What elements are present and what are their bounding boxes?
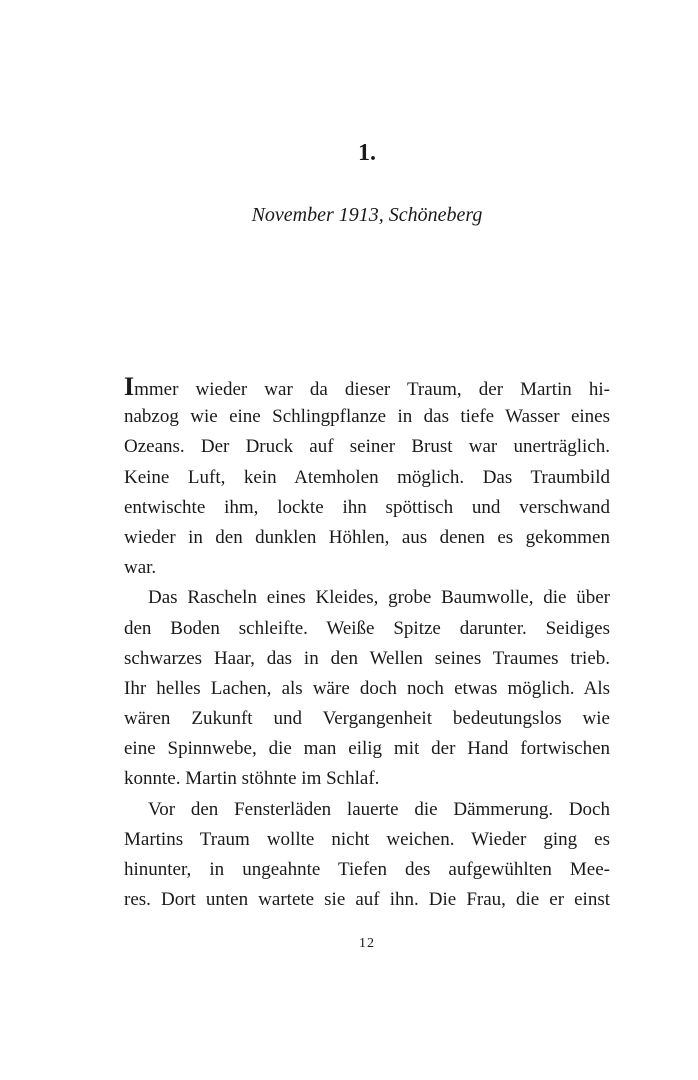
text-line: nabzog wie eine Schlingpflanze in das tiefe Wasser eines [124,406,610,428]
text-line: hinunter, in ungeahnte Tiefen des aufgewühlten Mee- [124,859,610,880]
text-line: eine Spinnwebe, die man eilig mit der Hand fortwischen [124,738,610,760]
text-line: den Boden schleifte. Weiße Spitze darunter. Seidiges [124,617,610,639]
paragraph-3 [124,795,610,916]
text-line: res. Dort unten wartete sie auf ihn. Die Frau, die er einst [124,889,610,911]
paragraph-1 [124,372,610,583]
text-line: Vor den Fensterläden lauerte die Dämmerung. Doch [148,798,610,820]
text-line: wären Zukunft und Vergangenheit bedeutungslos wie [124,708,610,730]
text-line: Immer wieder war da dieser Traum, der Martin hi- [124,372,610,401]
chapter-number: 1. [358,140,376,166]
chapter-subtitle: November 1913, Schöneberg [251,204,483,226]
text-line: Keine Luft, kein Atemholen möglich. Das Traumbild [124,466,610,488]
paragraph-2 [124,583,610,794]
text-line: Martins Traum wollte nicht weichen. Wieder ging es [124,828,610,850]
text-line: Ihr helles Lachen, als wäre doch noch etwas möglich. Als [124,677,610,699]
text-line: Das Rascheln eines Kleides, grobe Baumwolle, die über [148,587,610,609]
drop-cap: I [124,372,135,401]
text-line: wieder in den dunklen Höhlen, aus denen es gekommen [124,526,610,548]
body-text [124,372,610,915]
text-line: Ozeans. Der Druck auf seiner Brust war unerträglich. [124,436,610,458]
text-line: entwischte ihm, lockte ihn spöttisch und verschwand [124,496,610,518]
text-line: war. [124,557,157,579]
page-number: 12 [359,936,375,951]
text-line: schwarzes Haar, das in den Wellen seines Traumes trieb. [124,647,610,669]
text-line: konnte. Martin stöhnte im Schlaf. [124,768,380,790]
